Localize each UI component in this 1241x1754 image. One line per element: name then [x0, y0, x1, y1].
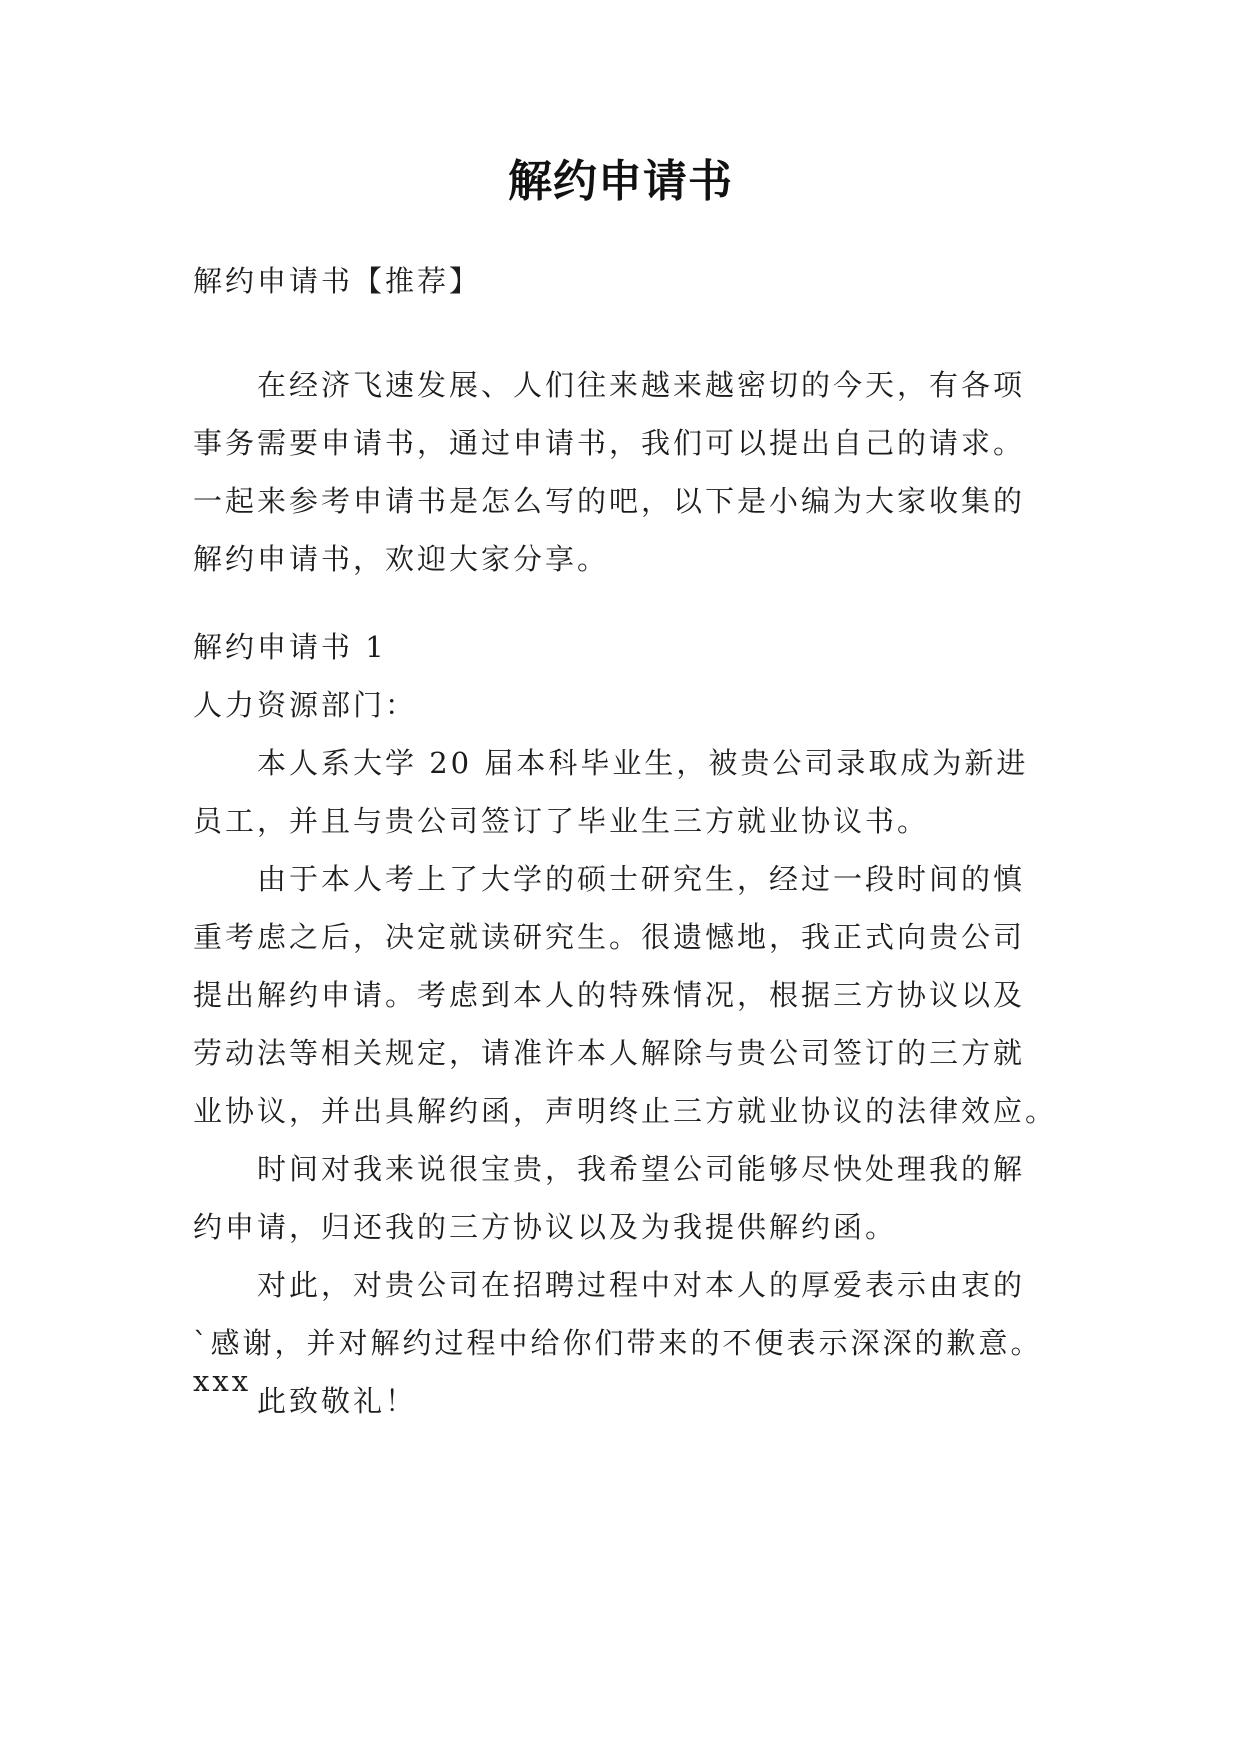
intro-line: 在经济飞速发展、人们往来越来越密切的今天，有各项 [257, 368, 1026, 402]
intro-paragraph [193, 356, 1073, 588]
intro-line: 一起来参考申请书是怎么写的吧，以下是小编为大家收集的 [193, 484, 1026, 518]
letter-line: 时间对我来说很宝贵，我希望公司能够尽快处理我的解 [257, 1152, 1026, 1186]
section-heading: 解约申请书 1 [193, 630, 387, 664]
letter-line: 由于本人考上了大学的硕士研究生，经过一段时间的慎 [257, 862, 1026, 896]
letter-line: 劳动法等相关规定，请准许本人解除与贵公司签订的三方就 [193, 1036, 1026, 1070]
letter-line: 对此，对贵公司在招聘过程中对本人的厚爱表示由衷的 [257, 1268, 1026, 1302]
letter-line: 业协议，并出具解约函，声明终止三方就业协议的法律效应。 [193, 1094, 1058, 1128]
letter-closing: 此致敬礼！ [257, 1384, 418, 1418]
letter-line: 提出解约申请。考虑到本人的特殊情况，根据三方协议以及 [193, 978, 1026, 1012]
document-subtitle: 解约申请书【推荐】 [193, 264, 482, 298]
intro-line: 事务需要申请书，通过申请书，我们可以提出自己的请求。 [193, 426, 1026, 460]
letter-line: 本人系大学 20 届本科毕业生，被贵公司录取成为新进 [257, 746, 1029, 780]
signature-block [193, 1352, 1073, 1410]
letter-line: 员工，并且与贵公司签订了毕业生三方就业协议书。 [193, 804, 930, 838]
intro-line: 解约申请书，欢迎大家分享。 [193, 542, 610, 576]
letter-line: 约申请，归还我的三方协议以及为我提供解约函。 [193, 1210, 898, 1244]
document-title: 解约申请书 [508, 156, 733, 207]
letter-recipient: 人力资源部门： [193, 688, 418, 722]
letter-block [193, 618, 1073, 1430]
signature: xxx [193, 1364, 252, 1398]
subtitle-block [193, 252, 1073, 310]
letter-line: `感谢，并对解约过程中给你们带来的不便表示深深的歉意。 [193, 1326, 1043, 1360]
letter-line: 重考虑之后，决定就读研究生。很遗憾地，我正式向贵公司 [193, 920, 1026, 954]
